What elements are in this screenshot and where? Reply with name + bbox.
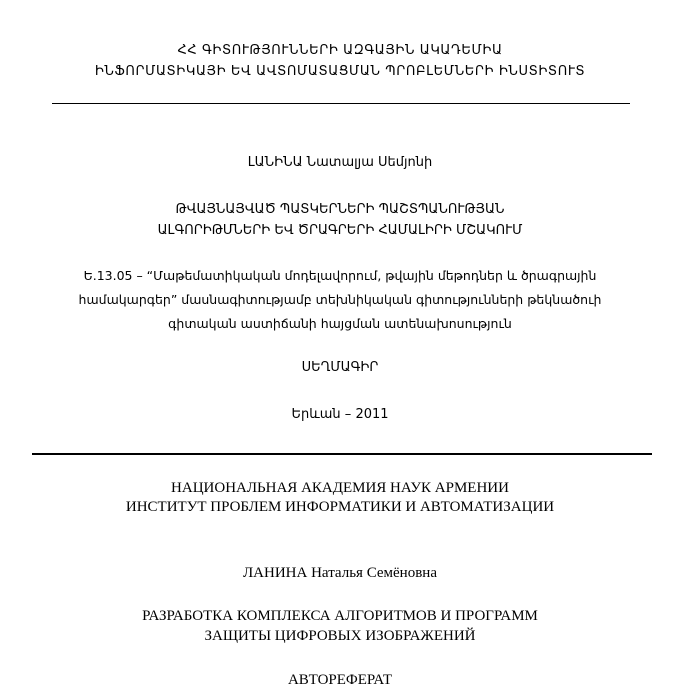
armenian-abstract-label: ՍԵՂՄԱԳԻՐ bbox=[301, 360, 379, 375]
russian-author-name: ЛАНИНА Наталья Семёновна bbox=[243, 565, 437, 581]
russian-title-line-2: ЗАЩИТЫ ЦИФРОВЫХ ИЗОБРАЖЕНИЙ bbox=[204, 628, 476, 644]
header-divider bbox=[52, 103, 630, 104]
russian-abstract-label: АВТОРЕФЕРАТ bbox=[287, 672, 393, 688]
armenian-specialty-line-2: համակարգեր” մասնագիտությամբ տեխնիկական գիտությունների թեկնածուի bbox=[78, 292, 602, 307]
armenian-title-line-1: ԹՎԱՅՆԱՅՎԱԾ ՊԱՏԿԵՐՆԵՐԻ ՊԱՇՏՊԱՆՈՒԹՅԱՆ bbox=[175, 202, 505, 217]
russian-title-line-1: РАЗРАБОТКА КОМПЛЕКСА АЛГОРИТМОВ И ПРОГРАММ bbox=[142, 608, 538, 624]
armenian-institute-line-2: ԻՆՖՈՐՄԱՏԻԿԱՅԻ ԵՎ ԱՎՏՈՄԱՏԱՑՄԱՆ ՊՐՈԲԼԵՄՆԵՐԻ ԻՆՍՏԻՏՈՒՏ bbox=[94, 64, 586, 79]
armenian-specialty-line-1: Ե.13.05 – “Մաթեմատիկական մոդելավորում, թվային մեթոդներ և ծրագրային bbox=[83, 268, 597, 283]
armenian-author-name: ԼԱՆԻՆԱ Նատալյա Սեմյոնի bbox=[247, 155, 433, 170]
armenian-specialty-line-3: գիտական աստիճանի հայցման ատենախոսություն bbox=[168, 316, 512, 331]
section-divider bbox=[32, 453, 652, 455]
russian-institute-line-2: ИНСТИТУТ ПРОБЛЕМ ИНФОРМАТИКИ И АВТОМАТИЗАЦИИ bbox=[125, 499, 555, 515]
russian-academy-line-1: НАЦИОНАЛЬНАЯ АКАДЕМИЯ НАУК АРМЕНИИ bbox=[171, 480, 509, 496]
armenian-title-line-2: ԱԼԳՈՐԻԹՄՆԵՐԻ ԵՎ ԾՐԱԳՐԵՐԻ ՀԱՄԱԼԻՐԻ ՄՇԱԿՈՒՄ bbox=[157, 223, 523, 238]
armenian-place-year: Երևան – 2011 bbox=[291, 407, 389, 422]
armenian-academy-line-1: ՀՀ ԳԻՏՈՒԹՅՈՒՆՆԵՐԻ ԱԶԳԱՅԻՆ ԱԿԱԴԵՄԻԱ bbox=[177, 43, 503, 58]
